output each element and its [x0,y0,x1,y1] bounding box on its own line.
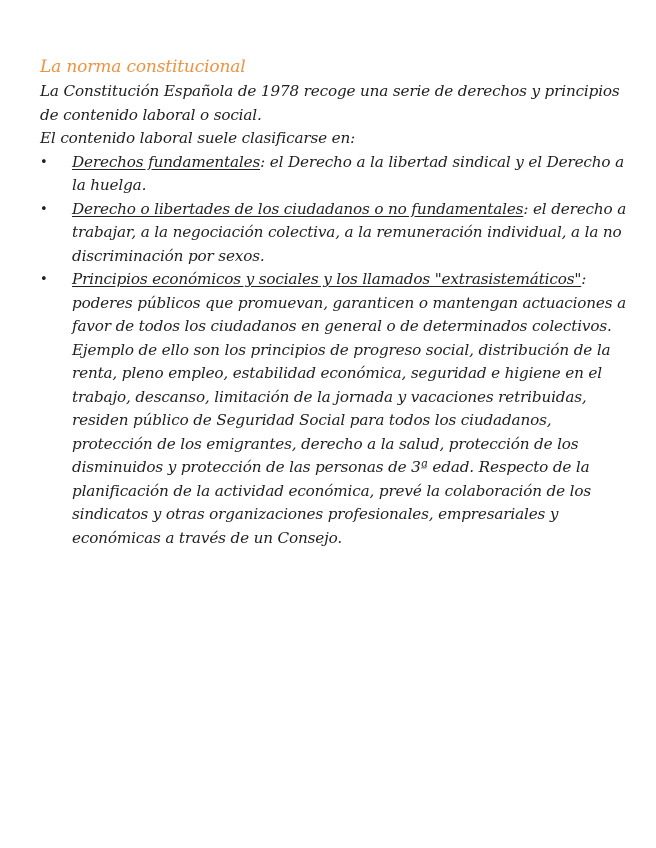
section-heading: La norma constitucional [40,57,246,77]
list-item-text: : poderes públicos que promuevan, garanticen o mantengan actuaciones a favor de todos los ciudadanos en general o de determinados colectivos. Ejemplo de ello son los principios de progreso social, distribución de la renta, pleno empleo, estabilidad económica, seguridad e higiene en el trabajo, descanso, limitación de la jornada y vacaciones retribuidas, residen público de Seguridad Social para todos los ciudadanos, protección de los emigrantes, derecho a la salud, protección de los disminuidos y protección de las personas de 3ª edad. Respecto de la planificación de la actividad económica, prevé la colaboración de los sindicatos y otras organizaciones profesionales, empresariales y económicas a través de un Consejo. [72,270,626,547]
list-item-text: : el Derecho a la libertad sindical y el Derecho a la huelga. [72,152,624,194]
list-item [40,198,630,269]
list-item-text: : el derecho a trabajar, a la negociación colectiva, a la remuneración individual, a la no discriminación por sexos. [72,199,627,265]
list-item-term: Derechos fundamentales [72,152,261,171]
bullet-icon: • [40,154,48,170]
classification-intro: El contenido laboral suele clasificarse en: [40,129,356,147]
list-item-term: Principios económicos y sociales y los llamados "extrasistemáticos" [72,270,582,288]
classification-list [40,151,630,551]
list-item-term: Derecho o libertades de los ciudadanos o no fundamentales [72,199,524,218]
list-item [40,151,630,198]
list-item [40,268,630,550]
bullet-icon: • [40,201,48,217]
intro-paragraph: La Constitución Española de 1978 recoge una serie de derechos y principios de contenido laboral o social. [40,82,620,124]
bullet-icon: • [40,272,48,287]
document-page [40,54,630,550]
